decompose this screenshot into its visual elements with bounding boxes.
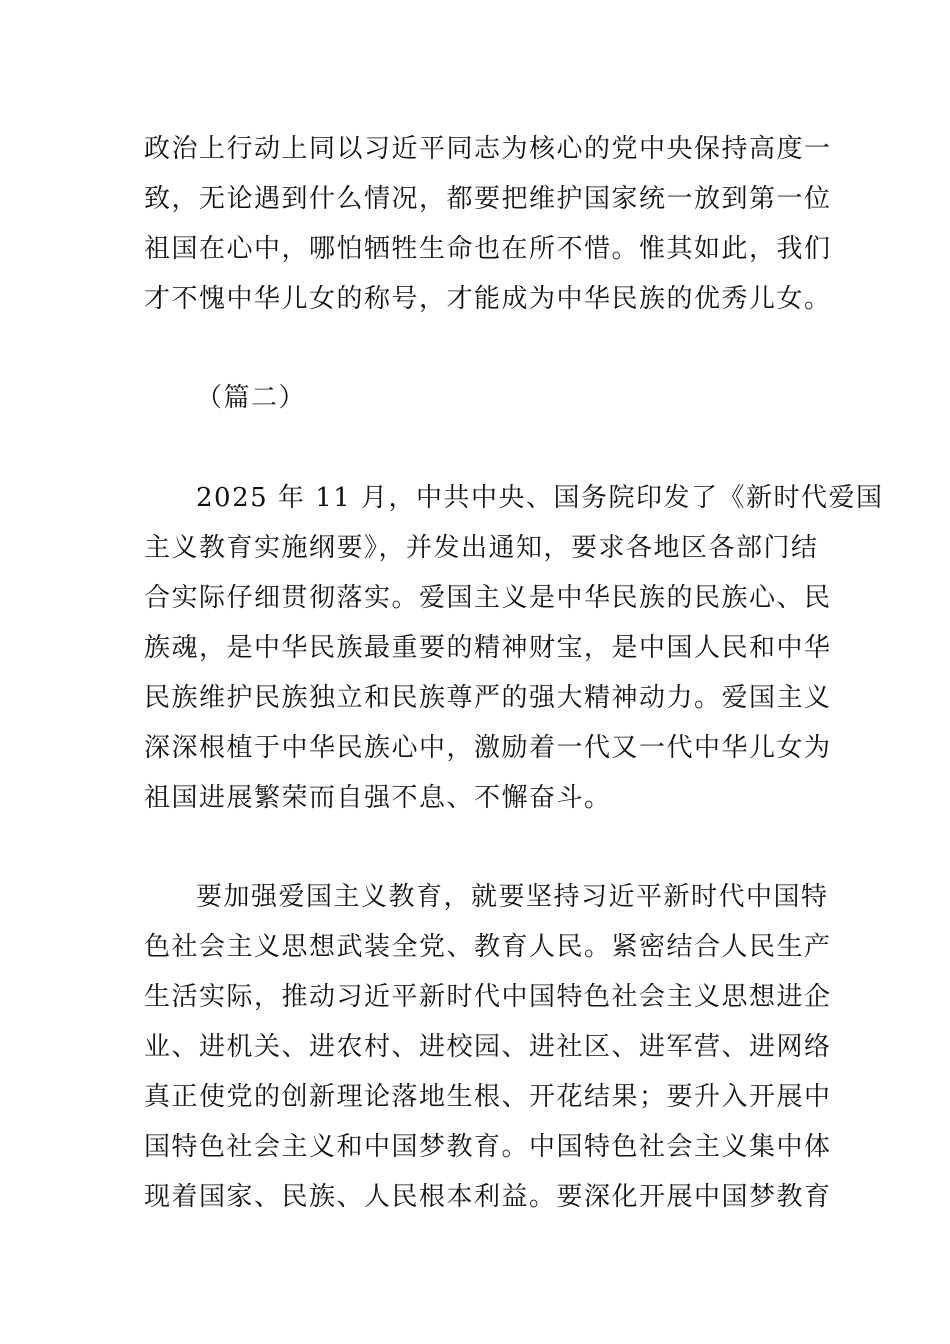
text-line: 祖国进展繁荣而自强不息、不懈奋斗。 bbox=[144, 783, 612, 813]
text-line: 国特色社会主义和中国梦教育。中国特色社会主义集中体 bbox=[144, 1132, 832, 1162]
text-line: 族魂，是中华民族最重要的精神财宝，是中国人民和中华 bbox=[144, 633, 832, 663]
text-line: 合实际仔细贯彻落实。爱国主义是中华民族的民族心、民 bbox=[144, 583, 832, 613]
text-line: 现着国家、民族、人民根本利益。要深化开展中国梦教育 bbox=[144, 1182, 832, 1212]
text-line: 才不愧中华儿女的称号，才能成为中华民族的优秀儿女。 bbox=[144, 284, 832, 314]
text-line: 生活实际，推动习近平新时代中国特色社会主义思想进企 bbox=[144, 982, 832, 1012]
text-line: 民族维护民族独立和民族尊严的强大精神动力。爱国主义 bbox=[144, 683, 832, 713]
text-line: 色社会主义思想武装全党、教育人民。紧密结合人民生产 bbox=[144, 932, 832, 962]
text-line: 政治上行动上同以习近平同志为核心的党中央保持高度一 bbox=[144, 134, 832, 164]
text-line: 祖国在心中，哪怕牺牲生命也在所不惜。惟其如此，我们 bbox=[144, 234, 832, 264]
text-line: 要加强爱国主义教育，就要坚持习近平新时代中国特 bbox=[196, 882, 829, 912]
text-line: 业、进机关、进农村、进校园、进社区、进军营、进网络 bbox=[144, 1032, 832, 1062]
text-line: 2025 年 11 月，中共中央、国务院印发了《新时代爱国 bbox=[196, 483, 884, 513]
section-heading: （篇二） bbox=[196, 383, 307, 413]
text-line: 深深根植于中华民族心中，激励着一代又一代中华儿女为 bbox=[144, 733, 832, 763]
text-line: 主义教育实施纲要》，并发出通知，要求各地区各部门结 bbox=[144, 533, 819, 563]
text-line: 致，无论遇到什么情况，都要把维护国家统一放到第一位 bbox=[144, 184, 832, 214]
text-line: 真正使党的创新理论落地生根、开花结果；要升入开展中 bbox=[144, 1082, 832, 1112]
